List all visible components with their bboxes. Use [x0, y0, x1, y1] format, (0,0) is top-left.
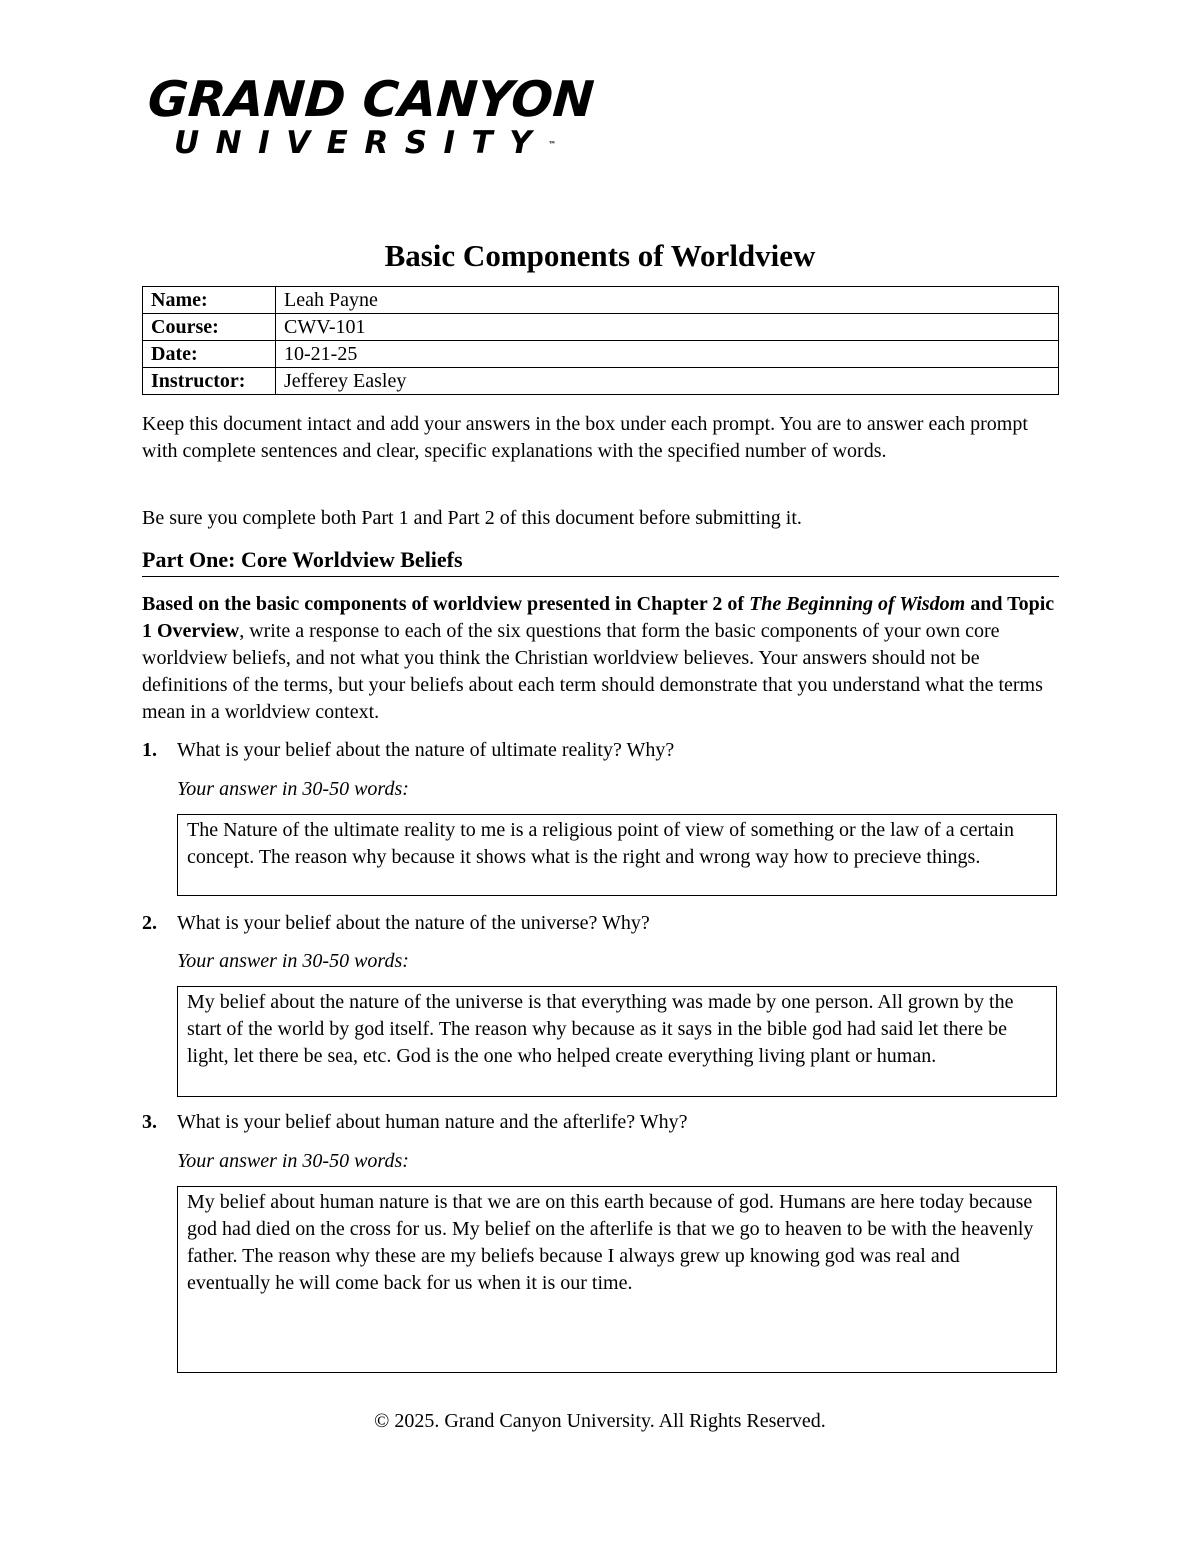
instructions-paragraph-1: Keep this document intact and add your answers in the box under each prompt. You are to answer each prompt with complete sentences and clear, specific explanations with the specified number of words.	[142, 413, 1028, 462]
info-row-course	[143, 314, 1059, 341]
question-number: 1.	[142, 739, 157, 761]
trademark-mark: ™	[548, 140, 557, 149]
question-number: 3.	[142, 1111, 157, 1133]
answer-box-3[interactable]: My belief about human nature is that we are on this earth because of god. Humans are here today because god had died on the cross for us. My belief on the afterlife is that we go to heaven to be with the heavenly father. The reason why these are my beliefs because I always grew up knowing god was real and eventually he will come back for us when it is our time.	[177, 1186, 1057, 1373]
info-value: 10-21-25	[276, 341, 1059, 368]
student-info-table	[142, 286, 1059, 395]
info-value: CWV-101	[276, 314, 1059, 341]
intro-book-title: The Beginning of Wisdom	[749, 593, 966, 615]
part-one-heading: Part One: Core Worldview Beliefs	[142, 545, 1059, 577]
intro-bold-1: Based on the basic components of worldview presented in Chapter 2 of	[142, 593, 750, 615]
answer-hint: Your answer in 30-50 words:	[177, 1150, 409, 1172]
question-1	[142, 737, 1062, 764]
info-label: Instructor:	[143, 368, 276, 395]
answer-hint: Your answer in 30-50 words:	[177, 778, 409, 800]
info-value: Jefferey Easley	[276, 368, 1059, 395]
part-one-intro	[142, 591, 1062, 726]
answer-box-2[interactable]: My belief about the nature of the universe is that everything was made by one person. All grown by the start of the world by god itself. The reason why because as it says in the bible god had said let there be light, let there be sea, etc. God is the one who helped create everything living plant or human.	[177, 986, 1057, 1097]
info-value: Leah Payne	[276, 287, 1059, 314]
instructions-paragraph-2: Be sure you complete both Part 1 and Part 2 of this document before submitting it.	[142, 507, 802, 529]
question-text: What is your belief about human nature and the afterlife? Why?	[177, 1111, 688, 1133]
question-2	[142, 910, 1062, 937]
university-logo	[146, 71, 596, 161]
info-label: Date:	[143, 341, 276, 368]
info-row-date	[143, 341, 1059, 368]
question-text: What is your belief about the nature of the universe? Why?	[177, 912, 650, 934]
copyright-footer: © 2025. Grand Canyon University. All Rights Reserved.	[374, 1410, 826, 1432]
intro-bold-2: and Topic 1 Overview	[142, 593, 1055, 642]
info-label: Name:	[143, 287, 276, 314]
logo-line-2-text: UNIVERSITY	[174, 125, 549, 161]
answer-hint: Your answer in 30-50 words:	[177, 950, 409, 972]
intro-rest: , write a response to each of the six questions that form the basic components of your own core worldview beliefs, and not what you think the Christian worldview believes. Your answers should not be definitions of the terms, but your beliefs about each term should demonstrate that you understand what the terms mean in a worldview context.	[142, 620, 1043, 723]
logo-line-1: GRAND CANYON	[146, 71, 596, 128]
question-text: What is your belief about the nature of ultimate reality? Why?	[177, 739, 675, 761]
info-row-instructor	[143, 368, 1059, 395]
logo-line-2	[174, 126, 568, 160]
info-label: Course:	[143, 314, 276, 341]
question-3	[142, 1109, 1062, 1136]
answer-box-1[interactable]: The Nature of the ultimate reality to me is a religious point of view of something or the law of a certain concept. The reason why because it shows what is the right and wrong way how to precieve things.	[177, 814, 1057, 896]
question-number: 2.	[142, 912, 157, 934]
document-title: Basic Components of Worldview	[384, 238, 816, 273]
info-row-name	[143, 287, 1059, 314]
